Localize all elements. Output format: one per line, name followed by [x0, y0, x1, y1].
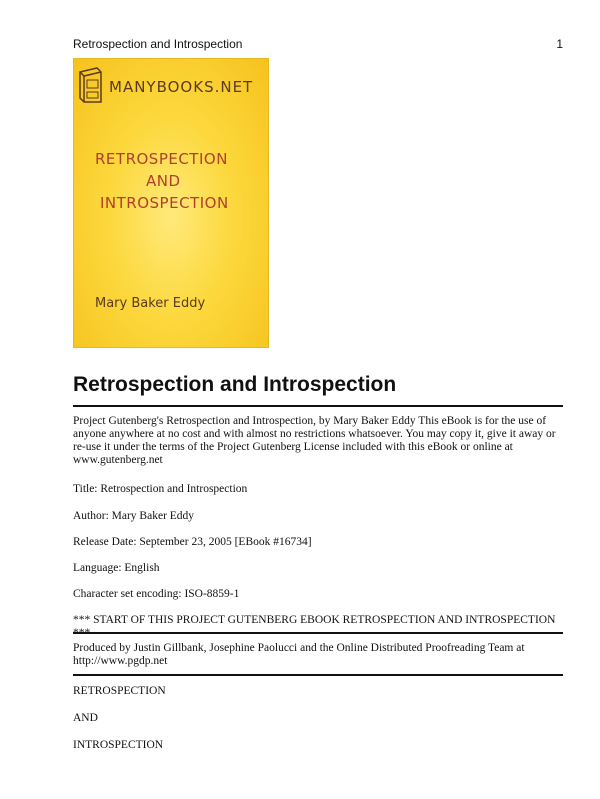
cover-author: Mary Baker Eddy: [95, 296, 206, 311]
cover-title-line: RETROSPECTION: [95, 150, 228, 168]
book-icon: [77, 64, 105, 104]
start-divider: [73, 632, 563, 634]
book-cover: [73, 58, 269, 348]
cover-title-line: AND: [146, 172, 181, 190]
closing-line: INTROSPECTION: [73, 739, 164, 751]
meta-encoding: Character set encoding: ISO-8859-1: [73, 588, 240, 600]
meta-author: Author: Mary Baker Eddy: [73, 510, 195, 522]
page-header: [73, 37, 563, 53]
produced-by: Produced by Justin Gillbank, Josephine Paolucci and the Online Distributed Proofreading Team at http://www.pgdp.net: [73, 642, 525, 667]
cover-title-line: INTROSPECTION: [100, 194, 229, 212]
meta-language: Language: English: [73, 562, 160, 574]
closing-line: RETROSPECTION: [73, 685, 166, 697]
cover-site-name: MANYBOOKS.NET: [109, 78, 254, 96]
produced-divider: [73, 674, 563, 676]
title-divider: [73, 405, 563, 407]
cover-title: [73, 148, 269, 214]
intro-paragraph: Project Gutenberg's Retrospection and Introspection, by Mary Baker Eddy This eBook is for the use of anyone anywhere at no cost and with almost no restrictions whatsoever. You may copy it, give it away or re-use it under the terms of the Project Gutenberg License included with this eBook or online at www.gutenberg.net: [73, 415, 556, 466]
page-number: 1: [556, 37, 563, 51]
closing-line: AND: [73, 712, 98, 724]
meta-title: Title: Retrospection and Introspection: [73, 483, 248, 495]
meta-release-date: Release Date: September 23, 2005 [EBook #16734]: [73, 536, 312, 548]
start-marker: *** START OF THIS PROJECT GUTENBERG EBOOK RETROSPECTION AND INTROSPECTION ***: [73, 614, 556, 639]
page-title: Retrospection and Introspection: [73, 373, 397, 396]
header-title: Retrospection and Introspection: [73, 37, 243, 51]
